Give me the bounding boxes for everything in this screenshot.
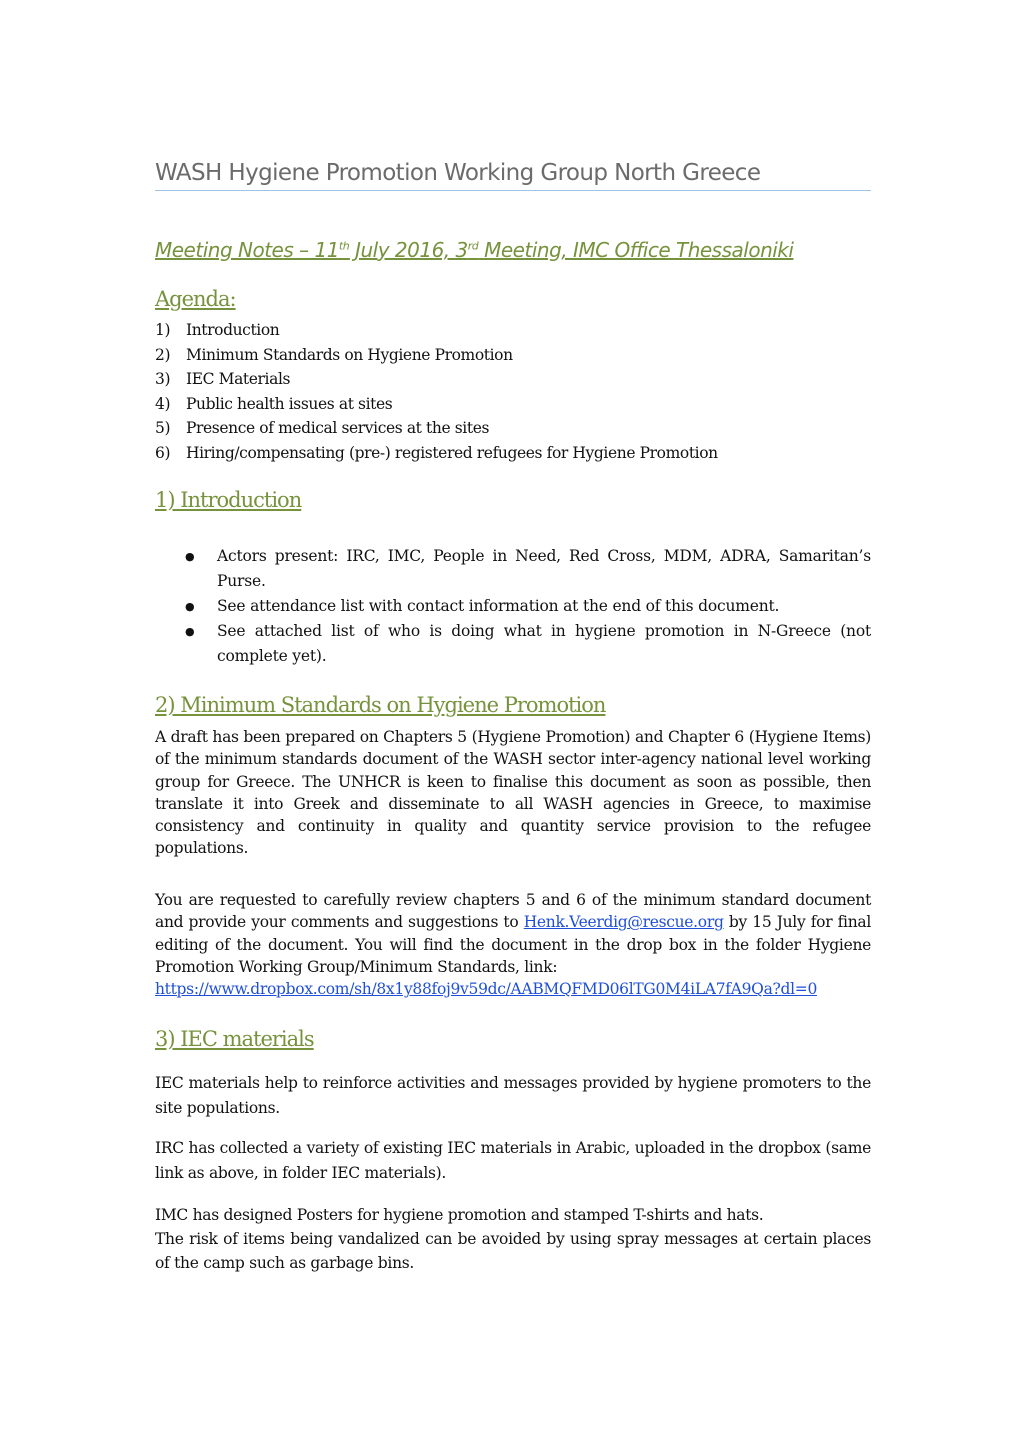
imc-posters-text: IMC has designed Posters for hygiene promotion and stamped T-shirts and hats. bbox=[155, 1206, 764, 1224]
dropbox-link[interactable]: https://www.dropbox.com/sh/8x1y88foj9v59dc/AABMQFMD06lTG0M4iLA7fA9Qa?dl=0 bbox=[155, 980, 818, 999]
iec-paragraph-2: IRC has collected a variety of existing IEC materials in Arabic, uploaded in the dropbox (same link as above, in folder IEC materials). bbox=[155, 1139, 871, 1182]
subtitle-part-3: Meeting, IMC Office Thessaloniki bbox=[478, 238, 794, 262]
subtitle-sup-1: th bbox=[338, 239, 350, 253]
agenda-item-text: Presence of medical services at the sites bbox=[186, 419, 490, 438]
agenda-item-text: IEC Materials bbox=[186, 370, 291, 389]
introduction-bullet-list bbox=[155, 544, 871, 669]
agenda-item-text: Minimum Standards on Hygiene Promotion bbox=[186, 345, 513, 364]
agenda-item-number: 6) bbox=[155, 443, 171, 462]
bullet-item: ● See attached list of who is doing what in hygiene promotion in N-Greece (not complete yet). bbox=[155, 619, 871, 669]
introduction-heading: 1) Introduction bbox=[155, 488, 302, 512]
meeting-subtitle bbox=[155, 238, 793, 262]
agenda-list bbox=[155, 318, 718, 466]
agenda-item bbox=[155, 392, 718, 417]
agenda-item-number: 5) bbox=[155, 419, 171, 438]
agenda-item-text: Introduction bbox=[186, 321, 280, 339]
minimum-standards-paragraph-1: A draft has been prepared on Chapters 5 (Hygiene Promotion) and Chapter 6 (Hygiene Items) of the minimum standards document of the WASH sector inter-agency national level working group for Greece. The UNHCR is keen to finalise this document as soon as possible, then translate it into Greek and disseminate to all WASH agencies in Greece, to maximise consistency and continuity in quality and quantity service provision to the refugee populations. bbox=[155, 728, 871, 858]
bullet-item: ● Actors present: IRC, IMC, People in Need, Red Cross, MDM, ADRA, Samaritan’s Purse. bbox=[155, 544, 871, 594]
agenda-heading: Agenda: bbox=[155, 287, 236, 311]
iec-paragraph-3 bbox=[155, 1203, 871, 1275]
minimum-standards-paragraph-2 bbox=[155, 889, 871, 1000]
subtitle-sup-2: rd bbox=[467, 239, 479, 253]
agenda-item bbox=[155, 367, 718, 392]
agenda-item-number: 2) bbox=[155, 345, 171, 364]
document-title: WASH Hygiene Promotion Working Group North Greece bbox=[155, 160, 871, 191]
agenda-item-number: 4) bbox=[155, 394, 171, 413]
email-link[interactable]: Henk.Veerdig@rescue.org bbox=[523, 913, 724, 932]
bullet-item: ● See attendance list with contact information at the end of this document. bbox=[155, 594, 871, 619]
subtitle-part-1: Meeting Notes – 11 bbox=[155, 238, 339, 262]
minimum-standards-heading: 2) Minimum Standards on Hygiene Promotion bbox=[155, 693, 606, 717]
iec-paragraph-1: IEC materials help to reinforce activities and messages provided by hygiene promoters to the site populations. bbox=[155, 1074, 871, 1117]
agenda-item-text: Hiring/compensating (pre-) registered refugees for Hygiene Promotion bbox=[186, 443, 718, 462]
agenda-item-number: 1) bbox=[155, 321, 171, 339]
agenda-item-text: Public health issues at sites bbox=[186, 394, 393, 413]
iec-materials-heading: 3) IEC materials bbox=[155, 1027, 314, 1051]
agenda-item-number: 3) bbox=[155, 370, 171, 389]
agenda-item bbox=[155, 318, 718, 343]
agenda-item bbox=[155, 343, 718, 368]
review-request-text-continued: by 15 July for final editing of the document. You will find the document in the drop box in the folder Hygiene Promotion Working Group/Minimum Standards, link: bbox=[155, 913, 871, 976]
vandalism-text: The risk of items being vandalized can be avoided by using spray messages at certain places of the camp such as garbage bins. bbox=[155, 1230, 871, 1272]
agenda-item bbox=[155, 441, 718, 466]
review-request-text: You are requested to carefully review chapters 5 and 6 of the minimum standard document and provide your comments and suggestions to bbox=[155, 891, 871, 932]
subtitle-part-2: July 2016, 3 bbox=[349, 238, 468, 262]
agenda-item bbox=[155, 416, 718, 441]
